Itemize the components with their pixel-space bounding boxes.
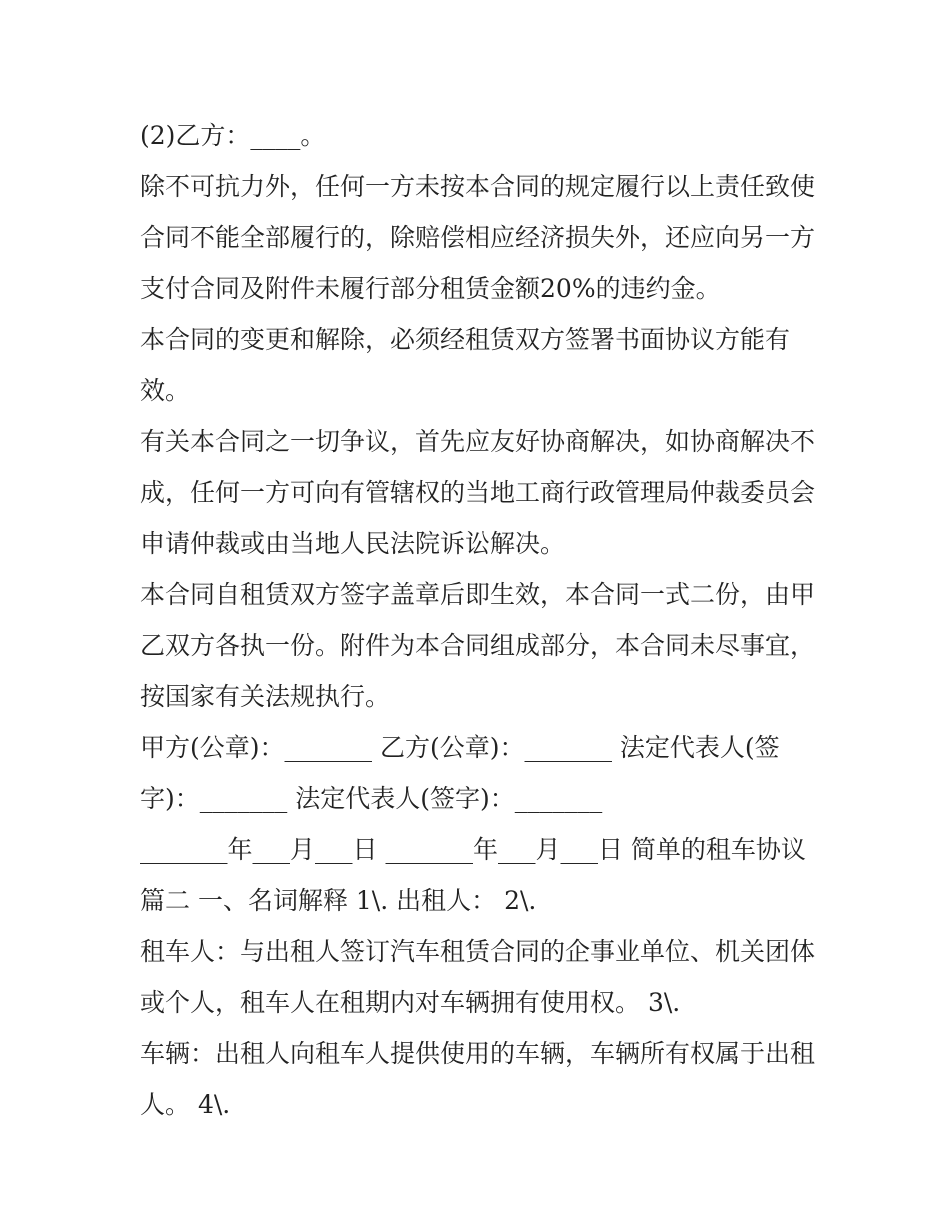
paragraph-amendment: 本合同的变更和解除，必须经租赁双方签署书面协议方能有效。 <box>140 325 791 405</box>
document-body <box>140 110 820 1130</box>
paragraph-breach-penalty: 除不可抗力外，任何一方未按本合同的规定履行以上责任致使合同不能全部履行的，除赔偿相应经济损失外，还应向另一方支付合同及附件未履行部分租赁金额20%的违约金。 <box>140 172 816 303</box>
paragraph-signatures: 甲方(公章)：_______ 乙方(公章)：_______ 法定代表人(签字)：_______ 法定代表人(签字)：_______ <box>140 733 780 813</box>
paragraph-renter-definition: 租车人：与出租人签订汽车租赁合同的企事业单位、机关团体或个人，租车人在租期内对车辆拥有使用权。 3\. <box>140 937 816 1017</box>
paragraph-effectiveness: 本合同自租赁双方签字盖章后即生效，本合同一式二份，由甲乙双方各执一份。附件为本合同组成部分，本合同未尽事宜，按国家有关法规执行。 <box>140 580 816 711</box>
paragraph-dispute-resolution: 有关本合同之一切争议，首先应友好协商解决，如协商解决不成，任何一方可向有管辖权的当地工商行政管理局仲裁委员会申请仲裁或由当地人民法院诉讼解决。 <box>140 427 816 558</box>
paragraph-vehicle-definition: 车辆：出租人向租车人提供使用的车辆，车辆所有权属于出租人。 4\. <box>140 1039 816 1119</box>
paragraph-dates-and-section-two: _______年___月___日 _______年___月___日 简单的租车协议篇二 一、名词解释 1\. 出租人： 2\. <box>140 835 806 915</box>
paragraph-party-b: (2)乙方：____。 <box>140 121 326 150</box>
